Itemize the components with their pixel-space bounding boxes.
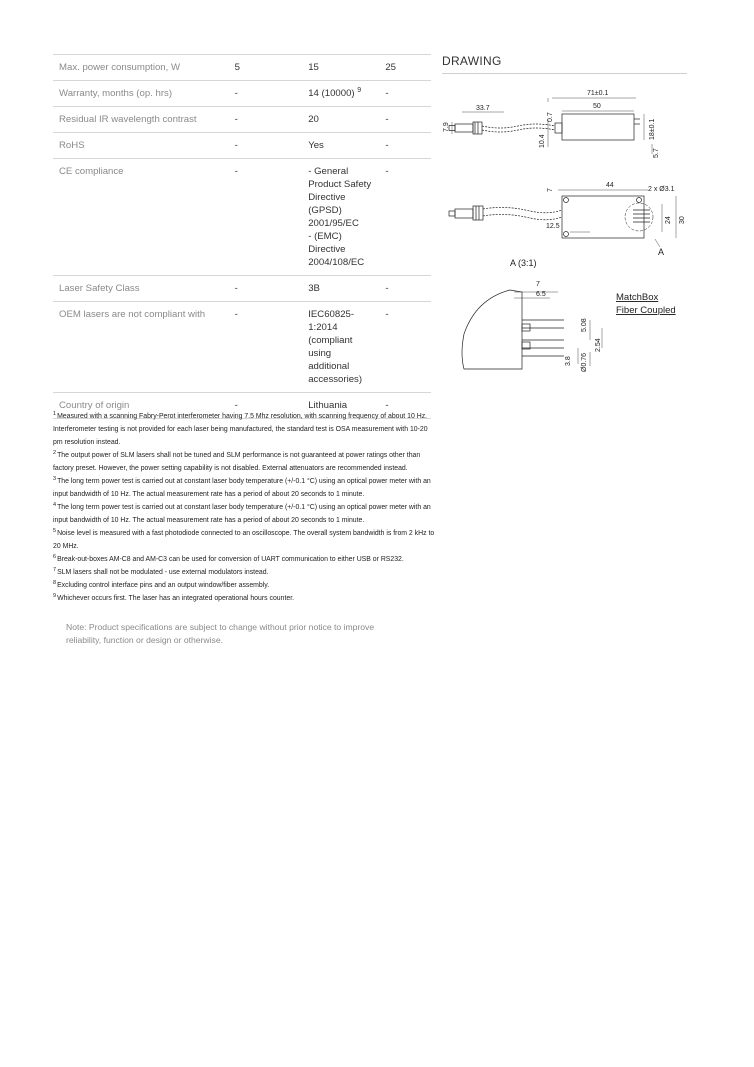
spec-row [53,276,431,302]
dim-detail-3-8: 3.8 [565,356,572,366]
footnote [53,501,439,527]
dim-offset: 0.7 [547,112,554,122]
spec-value-3: - [379,276,431,302]
detail-title: A (3:1) [510,258,537,268]
spec-label: RoHS [53,133,229,159]
dim-detail-6-5: 6.5 [536,291,546,298]
spec-value-line: (GPSD) [308,205,342,216]
spec-value-3: 25 [379,55,431,81]
spec-value-text: 3B [308,283,320,294]
spec-value-line: - General [308,166,349,177]
dim-mid-7: 7 [547,188,554,192]
spec-value-line: Directive [308,244,346,255]
footnote-number: 4 [53,502,57,508]
spec-value-text: 15 [308,62,319,73]
footnote-text: Whichever occurs first. The laser has an integrated operational hours counter. [57,595,295,602]
dim-foot-height: 5.7 [653,148,660,158]
footnote [53,579,439,592]
dim-body-height: 18±0.1 [649,118,656,140]
footnote-text: SLM lasers shall not be modulated - use external modulators instead. [57,569,269,576]
spec-value-1: - [229,107,303,133]
spec-value-2 [302,302,379,393]
footnote-text: Excluding control interface pins and an output window/fiber assembly. [57,582,270,589]
footnotes [53,410,439,605]
specifications-table [53,54,431,419]
spec-value-line: 2001/95/EC [308,218,359,229]
spec-value-line: (compliant using [308,335,353,359]
footnote-number: 5 [53,528,57,534]
detail-marker: A [658,247,665,257]
spec-value-text: 14 (10000) [308,88,355,99]
mechanical-drawing [440,84,690,384]
footnote-number: 1 [53,411,57,417]
footnote-number: 2 [53,450,57,456]
spec-row [53,81,431,107]
footnote-text: Measured with a scanning Fabry-Perot interferometer having 7.5 Mhz resolution, with scanning frequency of about 10 Hz. Interferometer testing is not provided for each laser being manufactured, the standard test is OSA measurement with 10-20 pm resolution instead. [53,413,428,446]
footnote-number: 9 [53,593,57,599]
footnote-text: The output power of SLM lasers shall not be tuned and SLM performance is not guaranteed at power ratings other than factory preset. However, the power setting capability is not disabled. External attenuators are recommended instead. [53,452,421,472]
spec-label: OEM lasers are not compliant with [53,302,229,393]
spec-value-1: 5 [229,55,303,81]
spec-value-line: - (EMC) [308,231,342,242]
drawing-divider [442,73,687,74]
spec-value-3: - [379,159,431,276]
dim-fiber-height: 10.4 [539,134,546,148]
spec-row [53,302,431,393]
spec-label: Max. power consumption, W [53,55,229,81]
footnote [53,410,439,449]
brand-line-2: Fiber Coupled [616,305,676,316]
dim-connector-height: 7.9 [443,122,450,132]
spec-value-2 [302,81,379,107]
spec-value-1: - [229,276,303,302]
dim-cable-length: 33.7 [476,105,490,112]
spec-value-text: Lithuania [308,400,348,411]
footnote-text: The long term power test is carried out at constant laser body temperature (+/-0.1 °C) using an optical power meter with an input bandwidth of 10 Hz. The actual measurement rate has a period of about 20 seconds to 1 minute. [53,478,431,498]
spec-label: CE compliance [53,159,229,276]
footnote [53,592,439,605]
spec-value-3: - [379,393,431,419]
spec-value-line: 1:2014 [308,322,338,333]
spec-value-1: - [229,81,303,107]
dim-body-length: 50 [593,103,601,110]
spec-value-3: - [379,133,431,159]
spec-value-2 [302,133,379,159]
spec-value-line: 2004/108/EC [308,257,365,268]
spec-label: Laser Safety Class [53,276,229,302]
spec-value-1: - [229,302,303,393]
spec-row [53,55,431,81]
footnote [53,527,439,553]
spec-value-3: - [379,107,431,133]
spec-value-line: additional [308,361,350,372]
dim-detail-7: 7 [536,281,540,288]
spec-value-2 [302,55,379,81]
spec-value-1: - [229,393,303,419]
spec-label: Country of origin [53,393,229,419]
spec-value-line: Directive [308,192,346,203]
dim-holes: 2 x Ø3.1 [648,186,675,193]
dim-detail-pin: Ø0.76 [581,352,588,372]
spec-value-text: 20 [308,114,319,125]
spec-value-1: - [229,133,303,159]
footnote [53,475,439,501]
spec-label: Residual IR wavelength contrast [53,107,229,133]
spec-value-2 [302,276,379,302]
spec-value-line: accessories) [308,374,363,385]
spec-value-2 [302,107,379,133]
footnote-text: The long term power test is carried out at constant laser body temperature (+/-0.1 °C) using an optical power meter with an input bandwidth of 10 Hz. The actual measurement rate has a period of about 20 seconds to 1 minute. [53,504,431,524]
dim-mid-12-5: 12.5 [546,223,560,230]
dim-mid-24: 24 [665,216,672,224]
front-view [449,190,676,247]
spec-value-3: - [379,302,431,393]
footnote-number: 8 [53,580,57,586]
dim-mid-width: 44 [606,182,614,189]
brand-line-1: MatchBox [616,292,659,303]
footnote-reference: 9 [357,86,362,94]
dim-mid-30: 30 [679,216,686,224]
footnote [53,553,439,566]
footnote-number: 6 [53,554,57,560]
spec-value-3: - [379,81,431,107]
dim-detail-5-08: 5.08 [581,318,588,332]
dim-total-length: 71±0.1 [587,90,609,97]
spec-value-text: Yes [308,140,324,151]
spec-value-line: Product Safety [308,179,372,190]
specification-note: Note: Product specifications are subject to change without prior notice to improve reliability, function or design or otherwise. [66,622,375,645]
footnote-text: Break-out-boxes AM-C8 and AM-C3 can be used for conversion of UART communication to either USB or RS232. [57,556,404,563]
footnote-text: Noise level is measured with a fast photodiode connected to an oscilloscope. The overall system bandwidth is from 2 kHz to 20 MHz. [53,530,435,550]
footnote [53,566,439,579]
spec-row [53,107,431,133]
drawing-heading: DRAWING [442,54,502,68]
spec-value-1: - [229,159,303,276]
spec-value-2 [302,159,379,276]
dim-detail-2-54: 2.54 [595,338,602,352]
spec-row [53,133,431,159]
spec-label: Warranty, months (op. hrs) [53,81,229,107]
footnote-number: 3 [53,476,57,482]
spec-value-line: IEC60825- [308,309,355,320]
specifications-body [53,55,431,419]
spec-row [53,159,431,276]
footnote-number: 7 [53,567,57,573]
footnote [53,449,439,475]
